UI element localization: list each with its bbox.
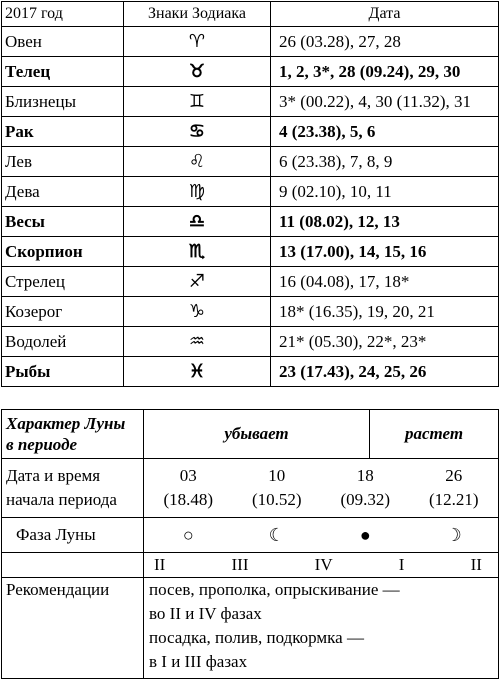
zodiac-dates: 1, 2, 3*, 28 (09.24), 29, 30 (271, 57, 499, 87)
zodiac-dates: 11 (08.02), 12, 13 (271, 207, 499, 237)
zodiac-row (2, 177, 499, 207)
zodiac-sign-name: Лев (2, 147, 124, 177)
recommendations-label: Рекомендации (2, 578, 144, 679)
zodiac-row (2, 357, 499, 387)
header-date: Дата (271, 2, 499, 27)
period-start (153, 464, 223, 512)
period-day: 03 (179, 466, 197, 485)
quarter-label: II (154, 555, 166, 574)
period-time: (12.21) (428, 490, 479, 509)
recommendation-line: посадка, полив, подкормка — (149, 628, 364, 647)
moon-phase-table (1, 409, 499, 679)
period-start (330, 464, 400, 512)
zodiac-row (2, 207, 499, 237)
period-start-label-line1: Дата и время (6, 466, 101, 485)
zodiac-sign-icon: ♍︎ (124, 177, 271, 207)
zodiac-dates: 13 (17.00), 14, 15, 16 (271, 237, 499, 267)
quarter-label: I (398, 555, 405, 574)
zodiac-sign-icon: ♌︎ (124, 147, 271, 177)
zodiac-sign-name: Телец (2, 57, 124, 87)
header-signs: Знаки Зодиака (124, 2, 271, 27)
quarter-row (2, 553, 499, 578)
recommendations-row (2, 578, 499, 679)
period-start-label (2, 459, 144, 518)
period-start (242, 464, 312, 512)
zodiac-sign-name: Водолей (2, 327, 124, 357)
zodiac-sign-icon: ♊︎ (124, 87, 271, 117)
zodiac-sign-name: Скорпион (2, 237, 124, 267)
recommendations-text (144, 578, 499, 679)
moon-character-label-line1: Характер Луны (6, 414, 126, 433)
zodiac-row (2, 27, 499, 57)
zodiac-sign-name: Овен (2, 27, 124, 57)
waxing-label: растет (370, 410, 499, 459)
zodiac-row (2, 57, 499, 87)
zodiac-row (2, 87, 499, 117)
zodiac-sign-icon: ♓︎ (124, 357, 271, 387)
zodiac-row (2, 267, 499, 297)
zodiac-table (1, 1, 499, 387)
quarter-label: III (231, 555, 249, 574)
zodiac-dates: 18* (16.35), 19, 20, 21 (271, 297, 499, 327)
zodiac-sign-icon: ♐︎ (124, 267, 271, 297)
moon-character-label (2, 410, 144, 459)
quarter-label: II (470, 555, 482, 574)
zodiac-sign-name: Весы (2, 207, 124, 237)
full-moon-icon: ○ (182, 524, 194, 545)
period-start-values (144, 459, 499, 518)
recommendation-line: в I и III фазах (149, 652, 248, 671)
zodiac-dates: 26 (03.28), 27, 28 (271, 27, 499, 57)
zodiac-sign-icon: ♏︎ (124, 237, 271, 267)
period-time: (09.32) (340, 490, 391, 509)
zodiac-sign-icon: ♒︎ (124, 327, 271, 357)
zodiac-dates: 16 (04.08), 17, 18* (271, 267, 499, 297)
header-year: 2017 год (2, 2, 124, 27)
zodiac-sign-name: Дева (2, 177, 124, 207)
zodiac-sign-name: Стрелец (2, 267, 124, 297)
zodiac-sign-name: Рыбы (2, 357, 124, 387)
period-start-grid (144, 464, 498, 512)
zodiac-row (2, 147, 499, 177)
zodiac-dates: 9 (02.10), 10, 11 (271, 177, 499, 207)
zodiac-dates: 21* (05.30), 22*, 23* (271, 327, 499, 357)
phase-label: Фаза Луны (2, 518, 144, 553)
zodiac-sign-icon: ♑︎ (124, 297, 271, 327)
new-moon-icon: ● (359, 524, 371, 545)
zodiac-sign-name: Близнецы (2, 87, 124, 117)
period-start-row (2, 459, 499, 518)
zodiac-dates: 4 (23.38), 5, 6 (271, 117, 499, 147)
quarter-label-empty (2, 553, 144, 578)
phase-grid (144, 525, 498, 546)
quarter-label: IV (314, 555, 333, 574)
zodiac-sign-icon: ♋︎ (124, 117, 271, 147)
quarter-values (144, 553, 499, 578)
waning-crescent-icon: ☾ (268, 524, 285, 545)
period-start (419, 464, 489, 512)
quarter-grid (144, 555, 498, 575)
zodiac-sign-icon: ♈︎ (124, 27, 271, 57)
zodiac-dates: 6 (23.38), 7, 8, 9 (271, 147, 499, 177)
zodiac-dates: 3* (00.22), 4, 30 (11.32), 31 (271, 87, 499, 117)
zodiac-row (2, 327, 499, 357)
zodiac-dates: 23 (17.43), 24, 25, 26 (271, 357, 499, 387)
recommendation-line: посев, прополка, опрыскивание — (149, 580, 400, 599)
zodiac-row (2, 297, 499, 327)
period-start-label-line2: начала периода (6, 490, 117, 509)
waning-label: убывает (144, 410, 370, 459)
zodiac-row (2, 117, 499, 147)
zodiac-header-row (2, 2, 499, 27)
zodiac-sign-name: Козерог (2, 297, 124, 327)
moon-character-label-line2: в периоде (6, 435, 78, 454)
zodiac-row (2, 237, 499, 267)
zodiac-sign-name: Рак (2, 117, 124, 147)
period-day: 26 (445, 466, 463, 485)
phase-values (144, 518, 499, 553)
waxing-crescent-icon: ☽ (445, 524, 462, 545)
moon-character-row (2, 410, 499, 459)
zodiac-sign-icon: ♉︎ (124, 57, 271, 87)
phase-row (2, 518, 499, 553)
period-time: (10.52) (251, 490, 302, 509)
recommendation-line: во II и IV фазах (149, 604, 262, 623)
period-day: 10 (268, 466, 286, 485)
period-time: (18.48) (163, 490, 214, 509)
zodiac-sign-icon: ♎︎ (124, 207, 271, 237)
period-day: 18 (356, 466, 374, 485)
